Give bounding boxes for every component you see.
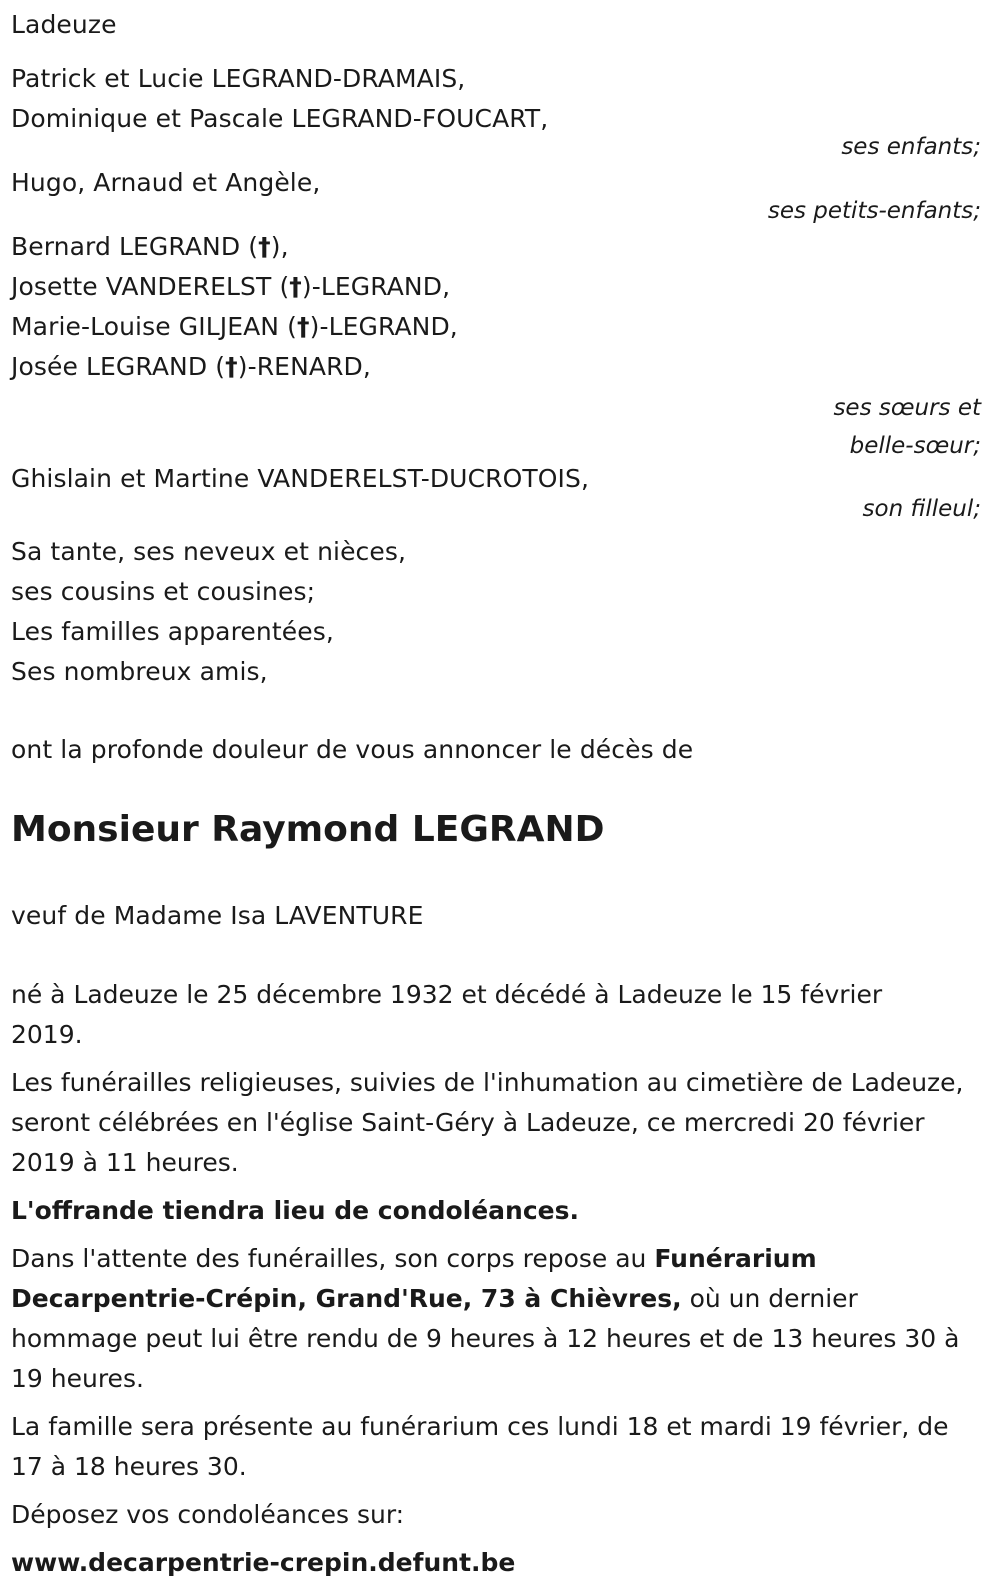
children-line-1: Patrick et Lucie LEGRAND-DRAMAIS, [11,64,466,93]
sibling-line: Josette VANDERELST (†)-LEGRAND, [11,272,451,301]
announcement-intro: ont la profonde douleur de vous annoncer le décès de [11,735,694,764]
relatives-line: Sa tante, ses neveux et nièces, [11,537,407,566]
widower-line: veuf de Madame Isa LAVENTURE [11,901,424,930]
children-role: ses enfants; [841,134,981,160]
sibling-line: Marie-Louise GILJEAN (†)-LEGRAND, [11,312,458,341]
funeral-home-address: Funérarium Decarpentrie-Crépin, Grand'Rue, 73 à Chièvres, [11,1244,817,1313]
siblings-list [11,227,981,387]
grandchildren-line: Hugo, Arnaud et Angèle, [11,168,321,197]
cross-icon: † [297,312,310,341]
cross-icon: † [258,232,271,261]
cross-icon: † [225,352,238,381]
siblings-role-line-2: belle-sœur; [849,433,981,459]
deceased-name: Monsieur Raymond LEGRAND [11,809,605,850]
children-line-2: Dominique et Pascale LEGRAND-FOUCART, [11,104,549,133]
condolences-label: Déposez vos condoléances sur: [11,1500,405,1529]
other-relatives [11,532,981,692]
offering-note: L'offrande tiendra lieu de condoléances. [11,1196,579,1225]
family-presence-paragraph: La famille sera présente au funérarium ces lundi 18 et mardi 19 février, de 17 à 18 heures 30. [11,1412,949,1481]
relatives-line: ses cousins et cousines; [11,577,316,606]
sibling-line: Josée LEGRAND (†)-RENARD, [11,352,371,381]
grandchildren-role: ses petits-enfants; [767,198,981,224]
godson-role: son filleul; [862,496,981,522]
town-header: Ladeuze [11,10,117,39]
siblings-role-line-1: ses sœurs et [833,395,981,421]
wake-paragraph: Dans l'attente des funérailles, son corps repose au Funérarium Decarpentrie-Crépin, Grand'Rue, 73 à Chièvres, où un dernier hommage peut lui être rendu de 9 heures à 12 heures et de 13 heures 30 à 19 heures. [11,1244,960,1393]
relatives-line: Les familles apparentées, [11,617,334,646]
condolences-website-link[interactable]: www.decarpentrie-crepin.defunt.be [11,1548,516,1577]
funeral-paragraph: Les funérailles religieuses, suivies de l'inhumation au cimetière de Ladeuze, seront célébrées en l'église Saint-Géry à Ladeuze, ce mercredi 20 février 2019 à 11 heures. [11,1068,964,1177]
godson-line: Ghislain et Martine VANDERELST-DUCROTOIS, [11,464,590,493]
cross-icon: † [289,272,302,301]
birth-death-paragraph: né à Ladeuze le 25 décembre 1932 et décédé à Ladeuze le 15 février 2019. [11,980,883,1049]
obituary-notice [11,0,981,1583]
sibling-line: Bernard LEGRAND (†), [11,232,289,261]
relatives-line: Ses nombreux amis, [11,657,268,686]
